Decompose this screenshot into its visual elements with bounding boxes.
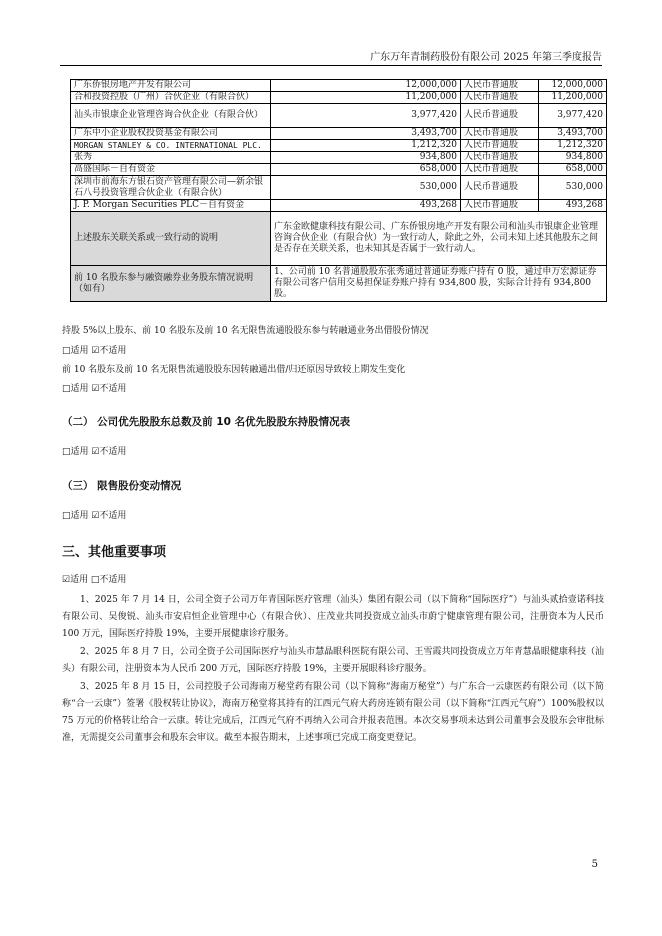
- other-matters-applicable: ☑适用 □不适用: [62, 575, 127, 585]
- table-row: [71, 266, 607, 302]
- restricted-shares-heading: （三） 限售股份变动情况: [62, 480, 182, 492]
- share-type: 人民币普通股: [461, 176, 539, 200]
- restricted-applicable: □适用 ☑不适用: [62, 511, 127, 521]
- holder-name: 深圳市前海东方银石资产管理有限公司—新余银石八号投资管理合伙企业（有限合伙）: [71, 176, 271, 200]
- table-row: [71, 80, 607, 92]
- share-quantity: 1,212,320: [539, 140, 607, 152]
- share-type: 人民币普通股: [461, 164, 539, 176]
- holder-quantity: 11,200,000: [271, 92, 461, 104]
- change-note: 前 10 名股东及前 10 名无限售流通股股东因转融通出借/归还原因导致较上期发生变化: [62, 365, 406, 375]
- share-type: 人民币普通股: [461, 200, 539, 212]
- matter-paragraph-3: 3、2025 年 8 月 15 日，公司控股子公司海南万秘堂药有限公司（以下简称“海南万秘堂”）与广东合一云康医药有限公司（以下简称“合一云康”）签署《股权转让协议》，海南万秘堂将其持有的江西元气府大药房连锁有限公司（以下简称“江西元气府”）100%股权以 75 万元的价格转让给合一云康。转让完成后，江西元气府不再纳入公司合并报表范围。本次交易事项未达到公司董事会及股东会审批标准，无需提交公司董事会和股东会审议。截至本报告期末，上述事项已完成工商变更登记。: [62, 682, 604, 743]
- holder-quantity: 3,977,420: [271, 104, 461, 128]
- shareholders-table: [70, 79, 607, 302]
- other-matters-heading: 三、其他重要事项: [62, 545, 167, 560]
- share-quantity: 934,800: [539, 152, 607, 164]
- table-row: [71, 140, 607, 152]
- matter-paragraph-2: 2、2025 年 8 月 7 日，公司全资子公司国际医疗与汕头市慧晶眼科医院有限公司、王雪霞共同投资成立万年青慧晶眼健康科技（汕头）有限公司，注册资本为人民币 200 万元，国际医疗持股 19%，主要开展眼科诊疗服务。: [62, 647, 604, 674]
- relation-label: 上述股东关联关系或一致行动的说明: [71, 212, 271, 266]
- matter-paragraph-1: 1、2025 年 7 月 14 日，公司全资子公司万年青国际医疗管理（汕头）集团有限公司（以下简称“国际医疗”）与汕头贰拾壹诺科技有限公司、吴俊锐、汕头市安启恒企业管理中心（有限合伙）、庄茂业共同投资成立汕头市蔚宁健康管理有限公司，注册资本为人民币 100 万元，国际医疗持股 19%，主要开展健康诊疗服务。: [62, 595, 604, 639]
- holder-quantity: 1,212,320: [271, 140, 461, 152]
- holder-name: 合和投资控股（广州）合伙企业（有限合伙）: [71, 92, 271, 104]
- applicable-note-1: □适用 ☑不适用: [62, 346, 127, 356]
- share-type: 人民币普通股: [461, 140, 539, 152]
- share-quantity: 493,268: [539, 200, 607, 212]
- share-type: 人民币普通股: [461, 152, 539, 164]
- holder-quantity: 530,000: [271, 176, 461, 200]
- table-row: [71, 212, 607, 266]
- holder-quantity: 658,000: [271, 164, 461, 176]
- share-quantity: 658,000: [539, 164, 607, 176]
- preferred-applicable: □适用 ☑不适用: [62, 447, 127, 457]
- share-quantity: 3,493,700: [539, 128, 607, 140]
- table-row: [71, 92, 607, 104]
- share-type: 人民币普通股: [461, 92, 539, 104]
- share-quantity: 3,977,420: [539, 104, 607, 128]
- margin-text: 1、公司前 10 名普通股股东张秀通过普通证券账户持有 0 股，通过申万宏源证券有限公司客户信用交易担保证券账户持有 934,800 股，实际合计持有 934,800 股。: [271, 266, 607, 302]
- applicable-note-2: □适用 ☑不适用: [62, 384, 127, 394]
- share-quantity: 12,000,000: [539, 80, 607, 92]
- holder-name: J. P. Morgan Securities PLC－自有资金: [71, 200, 271, 212]
- lending-note: 持股 5%以上股东、前 10 名股东及前 10 名无限售流通股股东参与转融通业务出借股份情况: [62, 326, 429, 336]
- holder-name: MORGAN STANLEY & CO. INTERNATIONAL PLC.: [71, 140, 271, 152]
- table-row: [71, 200, 607, 212]
- holder-name: 汕头市银康企业管理咨询合伙企业（有限合伙）: [71, 104, 271, 128]
- preferred-shares-heading: （二） 公司优先股股东总数及前 10 名优先股股东持股情况表: [62, 416, 351, 428]
- table-row: [71, 164, 607, 176]
- holder-quantity: 493,268: [271, 200, 461, 212]
- share-type: 人民币普通股: [461, 128, 539, 140]
- table-row: [71, 104, 607, 128]
- header-rule: [60, 65, 602, 66]
- holder-name: 广东中小企业股权投资基金有限公司: [71, 128, 271, 140]
- share-type: 人民币普通股: [461, 104, 539, 128]
- page-number: 5: [591, 859, 598, 870]
- relation-text: 广东金欧健康科技有限公司、广东侨银房地产开发有限公司和汕头市银康企业管理咨询合伙企业（有限合伙）为一致行动人，除此之外，公司未知上述其他股东之间是否存在关联关系，也未知其是否属于一致行动人。: [271, 212, 607, 266]
- share-type: 人民币普通股: [461, 80, 539, 92]
- table-row: [71, 128, 607, 140]
- margin-label: 前 10 名股东参与融资融券业务股东情况说明（如有）: [71, 266, 271, 302]
- share-quantity: 530,000: [539, 176, 607, 200]
- holder-name: 高盛国际－自有资金: [71, 164, 271, 176]
- share-quantity: 11,200,000: [539, 92, 607, 104]
- table-row: [71, 152, 607, 164]
- report-header: 广东万年青制药股份有限公司 2025 年第三季度报告: [370, 52, 602, 63]
- holder-name: 张秀: [71, 152, 271, 164]
- holder-quantity: 12,000,000: [271, 80, 461, 92]
- table-row: [71, 176, 607, 200]
- holder-quantity: 3,493,700: [271, 128, 461, 140]
- holder-quantity: 934,800: [271, 152, 461, 164]
- holder-name: 广东侨银房地产开发有限公司: [71, 80, 271, 92]
